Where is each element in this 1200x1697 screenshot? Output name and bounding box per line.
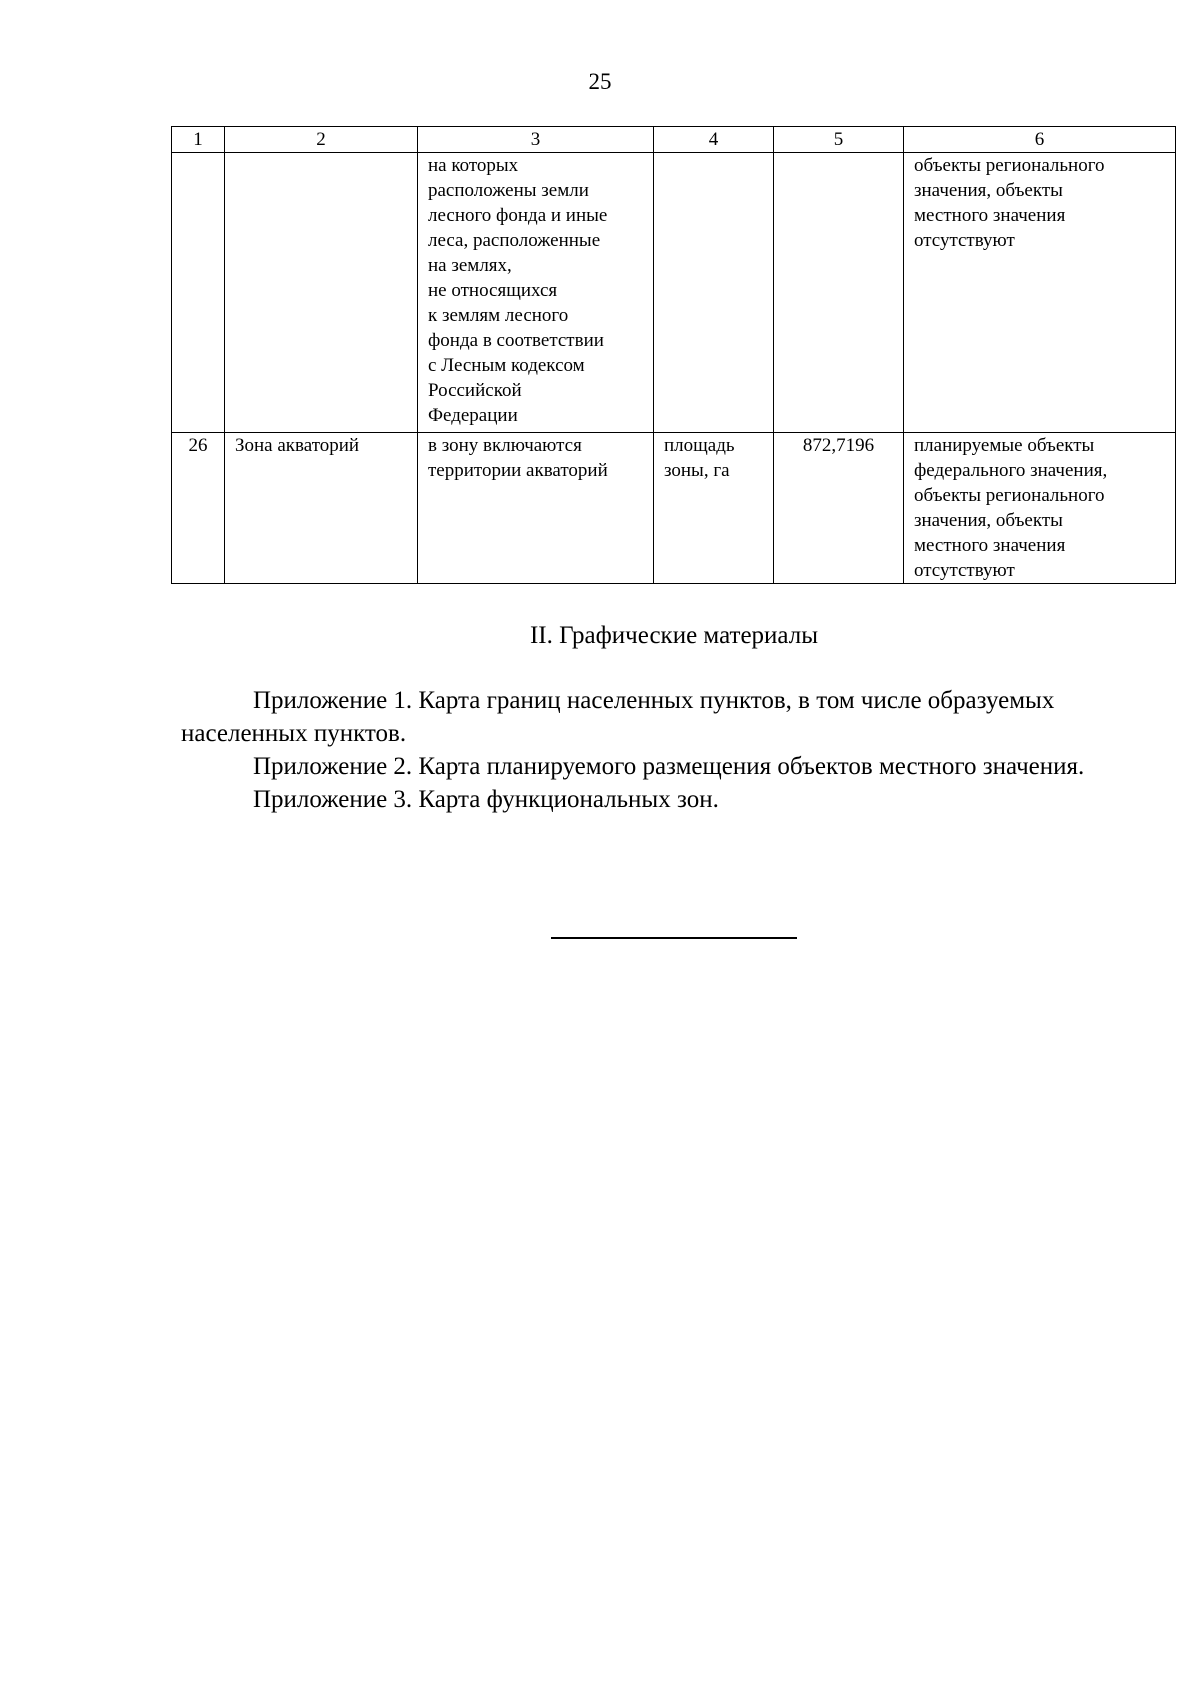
appendix-1-line-2: населенных пунктов. (181, 720, 407, 747)
notes-cell: объекты регионального значения, объекты местного значения отсутствуют (904, 153, 1176, 433)
unit-cell: площадь зоны, га (654, 433, 774, 584)
zone-name-cell (225, 153, 418, 433)
appendix-2: Приложение 2. Карта планируемого размещения объектов местного значения. (253, 753, 1085, 780)
zone-description-cell: на которых расположены земли лесного фонда и иные леса, расположенные на землях, не относящихся к землям лесного фонда в соответствии с Лесным кодексом Российской Федерации (418, 153, 654, 433)
table-row (172, 153, 1176, 433)
row-number-cell (172, 153, 225, 433)
section-heading: II. Графические материалы (529, 622, 819, 649)
zone-name-cell: Зона акваторий (225, 433, 418, 584)
value-cell (774, 153, 904, 433)
appendix-1-line-1: Приложение 1. Карта границ населенных пунктов, в том числе образуемых (253, 687, 1055, 714)
zone-description-cell: в зону включаются территории акваторий (418, 433, 654, 584)
column-header: 2 (225, 127, 418, 153)
row-number-cell: 26 (172, 433, 225, 584)
column-header: 5 (774, 127, 904, 153)
column-header: 4 (654, 127, 774, 153)
page-number: 25 (588, 69, 612, 94)
zones-table (171, 126, 1176, 584)
table-row (172, 433, 1176, 584)
closing-divider (551, 937, 797, 939)
column-header: 6 (904, 127, 1176, 153)
unit-cell (654, 153, 774, 433)
value-cell: 872,7196 (774, 433, 904, 584)
column-header: 1 (172, 127, 225, 153)
table-header-row (172, 127, 1176, 153)
appendix-3: Приложение 3. Карта функциональных зон. (253, 786, 719, 813)
column-header: 3 (418, 127, 654, 153)
notes-cell: планируемые объекты федерального значения, объекты регионального значения, объекты местного значения отсутствуют (904, 433, 1176, 584)
